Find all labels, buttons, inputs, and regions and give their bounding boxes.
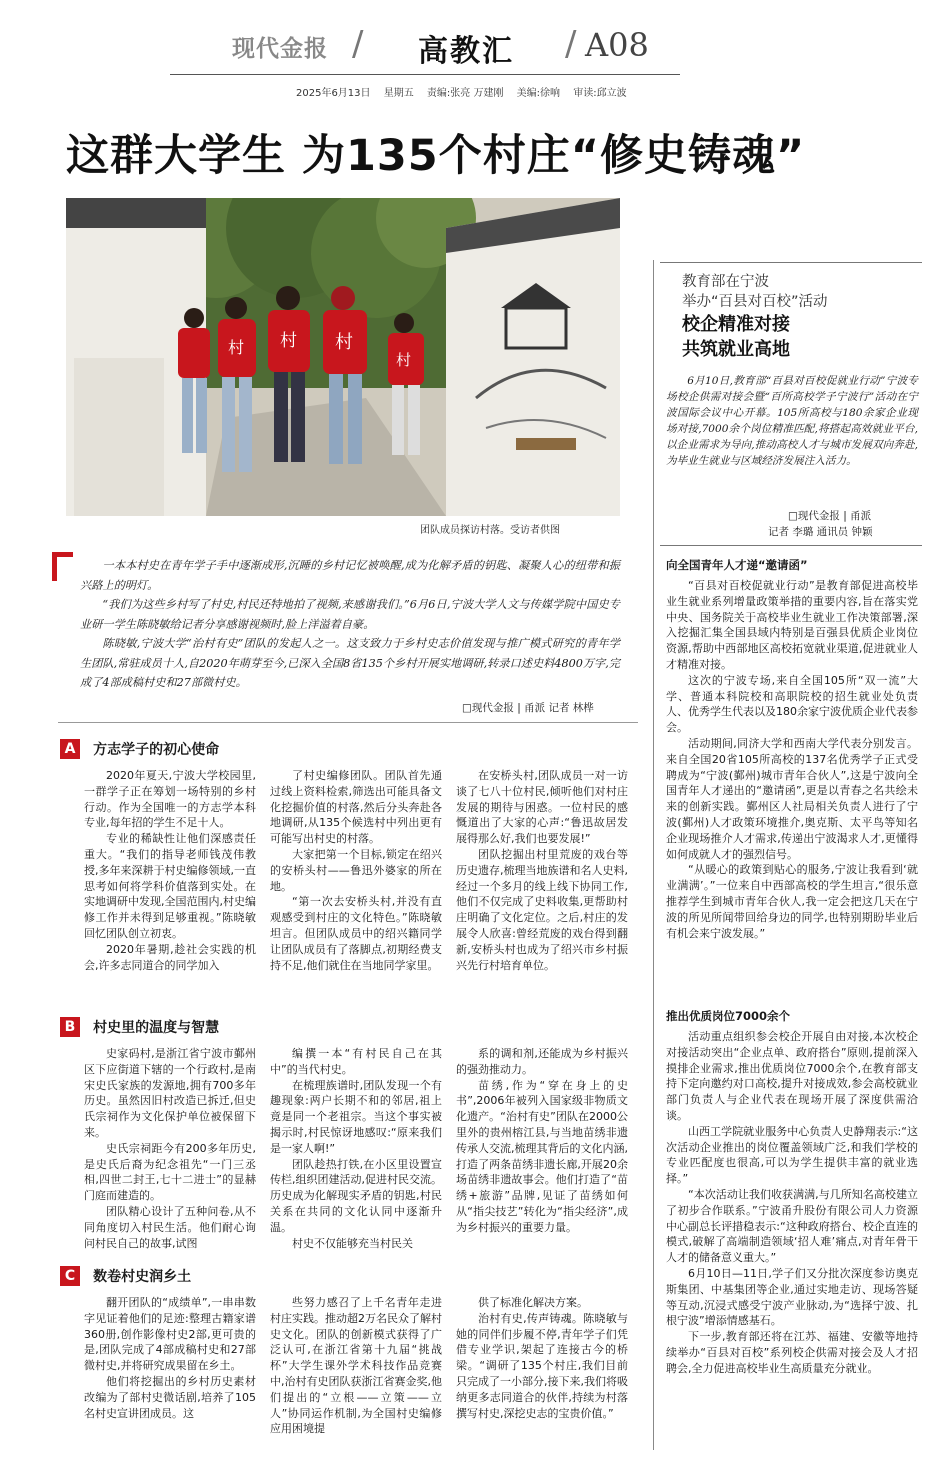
paragraph: 团队趁热打铁,在小区里设置宣传栏,组织团建活动,促进村民交流。历史成为化解现实矛盾的钥匙,村民关系在共同的文化认同中逐渐升温。 [270, 1157, 442, 1234]
masthead-rule [170, 74, 680, 75]
shirt-lettering: 村 [396, 351, 412, 369]
masthead-separator: / [565, 24, 577, 64]
section-title: 方志学子的初心使命 [93, 741, 220, 758]
photo-illustration [66, 198, 620, 516]
section-c-column-2 [270, 1295, 442, 1437]
paragraph: 翻开团队的“成绩单”,一串串数字见证着他们的足迹:整理古籍家谱360册,创作影像村史2部,更可贵的是,团队完成了4部成稿村史和27部微村史,并将研究成果留在乡土。 [84, 1296, 256, 1373]
sidebar-byline: 记者 李璐 通讯员 钟颖 [768, 526, 873, 538]
paragraph: 系的调和剂,还能成为乡村振兴的强劲推动力。 [456, 1047, 628, 1076]
lead-paragraph: 陈晓敏,宁波大学“治村有史”团队的发起人之一。这支致力于乡村史志价值发现与推广模式研究的青年学生团队,常驻成员十人,自2020年萌芽至今,已深入全国8省135个乡村开展实地调研,转录口述史料4800万字,完成了4部成稿村史和27部微村史。 [80, 637, 620, 689]
paragraph: “第一次去安桥头村,并没有直观感受到村庄的文化特色。”陈晓敏坦言。但团队成员中的绍兴籍同学让团队成员有了落脚点,初期经费支持不足,他们就住在当地同学家里。 [270, 895, 442, 972]
sidebar-lead [666, 373, 918, 469]
section-a-column-1 [84, 768, 256, 973]
lead-bracket [52, 552, 73, 581]
section-title: 村史里的温度与智慧 [93, 1019, 220, 1036]
sidebar-title-line: 共筑就业高地 [682, 339, 790, 360]
sidebar-title-line: 校企精准对接 [682, 314, 790, 335]
masthead-meta [296, 84, 637, 99]
section-a-heading [60, 738, 219, 760]
section-badge: C [60, 1266, 80, 1286]
paragraph: 治村有史,传声铸魂。陈晓敏与她的同伴们步履不停,青年学子们凭借专业学识,架起了连接古今的桥梁。“调研了135个村庄,我们目前只完成了一小部分,接下来,我们将吸纳更多志同道合的伙伴,持续为村落撰写村史,深挖史志的宝贵价值。” [456, 1311, 628, 1420]
paragraph: 村史不仅能够充当村民关 [292, 1236, 413, 1250]
paragraph: 山西工学院就业服务中心负责人史静翔表示:“这次活动企业推出的岗位覆盖领域广泛,和我们学校的专业匹配度也很高,可以为学生提供丰富的就业选择。” [666, 1124, 918, 1186]
lead-paragraph: 一本本村史在青年学子手中逐渐成形,沉睡的乡村记忆被唤醒,成为化解矛盾的钥匙、凝聚人心的纽带和振兴路上的明灯。 [80, 559, 620, 592]
paragraph: 这次的宁波专场,来自全国105所“双一流”大学、普通本科院校和高职院校的招生就业处负责人、优秀学生代表以及180余家宁波优质企业代表参会。 [666, 673, 918, 735]
lead-paragraph: “我们为这些乡村写了村史,村民还特地拍了视频,来感谢我们。”6月6日,宁波大学人文与传媒学院中国史专业研一学生陈晓敏给记者分享感谢视频时,脸上洋溢着自豪。 [80, 598, 620, 631]
paragraph: 2020年夏天,宁波大学校园里,一群学子正在筹划一场特别的乡村行动。作为全国唯一的方志学本科专业,每年招的学生不足十人。 [84, 769, 256, 830]
sidebar-subheading: 向全国青年人才递“邀请函” [666, 558, 808, 572]
section-badge: B [60, 1017, 80, 1037]
paragraph: “从暖心的政策到贴心的服务,宁波让我看到‘就业满满’。”一位来自中西部高校的学生坦言,“很乐意推荐学生到城市青年合伙人,我一定会把这几天在宁波的所见所闻带回给身边的同学,也特别期盼毕业后有机会来宁波发展。” [666, 863, 918, 940]
paragraph: 在安桥头村,团队成员一对一访谈了七八十位村民,倾听他们对村庄发展的期待与困惑。一位村民的感慨道出了大家的心声:“鲁迅故居发展得那么好,我们也要发展!” [456, 769, 628, 846]
paragraph: 他们将挖掘出的乡村历史素材改编为了部村史微话剧,培养了105名村史宣讲团成员。这 [84, 1374, 256, 1420]
sidebar-rule [660, 262, 922, 263]
sidebar-title [682, 312, 790, 362]
photo-caption: 团队成员探访村落。受访者供图 [420, 525, 560, 536]
paragraph: 6月10日—11日,学子们又分批次深度参访奥克斯集团、中基集团等企业,通过实地走访、现场答疑等互动,沉浸式感受宁波产业脉动,为“选择宁波、扎根宁波”增添情感基石。 [666, 1266, 918, 1328]
issue-weekday: 星期五 [383, 88, 414, 99]
section-title: 数卷村史润乡土 [93, 1268, 192, 1285]
paragraph: 2020年暑期,趁社会实践的机会,许多志同道合的同学加入 [84, 942, 256, 972]
paragraph: 活动期间,同济大学和西南大学代表分别发言。来自全国20省105所高校的137名优秀学子正式受聘成为“宁波(鄞州)城市青年合伙人”,这是宁波向全国青年人才递出的“邀请函”,更是以青春之名共绘未来的创新实践。鄞州区人社局相关负责人进行了宁波(鄞州)人才政策环境推介,奥克斯、太平鸟等知名企业现场推介人才需求,传递出宁波渴求人才,更懂得如何成就人才的强烈信号。 [666, 736, 918, 861]
paragraph: 史家码村,是浙江省宁波市鄞州区下应街道下辖的一个行政村,是南宋史氏家族的发源地,拥有700多年历史。虽然因旧村改造已拆迁,但史氏宗祠作为文化保护单位被保留下来。 [84, 1047, 256, 1139]
masthead-separator: / [352, 24, 364, 64]
sidebar-kicker [682, 272, 828, 312]
designer-credit: 美编:徐响 [516, 88, 561, 99]
sidebar-column [666, 578, 918, 941]
sidebar-rule [660, 545, 922, 546]
section-b-heading [60, 1016, 219, 1038]
paragraph: 在梳理族谱时,团队发现一个有趣现象:两户长期不和的邻居,祖上竟是同一个老祖宗。当这个事实被揭示时,村民惊讶地感叹:“原来我们是一家人啊!” [270, 1078, 442, 1155]
editor-credit: 责编:张亮 万建刚 [426, 88, 504, 99]
paragraph: 大家把第一个目标,锁定在绍兴的安桥头村——鲁迅外婆家的所在地。 [270, 847, 442, 893]
page-number: A08 [585, 26, 649, 64]
section-c-column-3 [456, 1295, 628, 1421]
paragraph: 活动重点组织参会校企开展自由对接,本次校企对接活动突出“企业点单、政府搭台”原则,提前深入摸排企业需求,推出优质岗位7000余个,在教育部支持下定向邀约对口高校,提升对接成效,参会高校就业部门负责人与企业代表在现场开展了深度供需洽谈。 [666, 1030, 918, 1122]
section-a-column-3 [456, 768, 628, 973]
paragraph: 下一步,教育部还将在江苏、福建、安徽等地持续举办“百县对百校”系列校企供需对接会及人才招聘会,全力促进高校毕业生高质量充分就业。 [666, 1330, 918, 1375]
divider [58, 722, 638, 723]
section-b-column-3 [456, 1046, 628, 1236]
paragraph: “百县对百校促就业行动”是教育部促进高校毕业生就业系列增量政策举措的重要内容,旨在落实党中央、国务院关于高校毕业生就业工作决策部署,深入挖掘汇集全国县域内特别是百强县优质企业岗位资源,帮助中西部地区高校拓宽就业渠道,促进就业人才精准对接。 [666, 579, 918, 671]
masthead-section: 高教汇 [418, 34, 514, 69]
proof-credit: 审读:邱立波 [573, 88, 627, 99]
paragraph: 团队精心设计了五种问卷,从不同角度切入村民生活。他们耐心询问村民自己的故事,试图 [84, 1204, 256, 1250]
lead-text [80, 556, 620, 693]
paragraph: 编撰一本“有村民自己在其中”的当代村史。 [270, 1047, 442, 1076]
section-c-heading [60, 1265, 191, 1287]
page-title: 这群大学生 为135个村庄“修史铸魂” [66, 131, 806, 181]
section-badge: A [60, 739, 80, 759]
sidebar-lead-paragraph: 6月10日,教育部“百县对百校促就业行动”宁波专场校企供需对接会暨“百所高校学子宁波行”活动在宁波国际会议中心开幕。105所高校与180余家企业现场对接,7000余个岗位精准匹配,将搭起高效就业平台,以企业需求为导向,推动高校人才与城市发展双向奔赴,为毕业生就业与区域经济发展注入活力。 [666, 375, 918, 467]
sidebar-kicker-line: 举办“百县对百校”活动 [682, 294, 828, 310]
sidebar-byline: □现代金报 | 甬派 [788, 510, 872, 522]
shirt-lettering: 村 [228, 338, 245, 357]
paragraph: 史氏宗祠距今有200多年历史,是史氏后裔为纪念祖先“一门三丞相,四世二封王,七十二进士”的显赫门庭而建造的。 [84, 1141, 256, 1203]
section-a-column-2 [270, 768, 442, 973]
paragraph: 些努力感召了上千名青年走进村庄实践。推动超2万名民众了解村史文化。团队的创新模式获得了广泛认可,在浙江省第十九届“挑战杯”大学生课外学术科技作品竞赛中,治村有史团队获浙江省赛金奖,他们提出的“立根——立策——立人”协同运作机制,为全国村史编修应用困境提 [270, 1296, 442, 1436]
issue-date: 2025年6月13日 [296, 88, 371, 99]
paragraph: 了村史编修团队。团队首先通过线上资料检索,筛选出可能具备文化挖掘价值的村落,然后分头奔赴各地调研,从135个候选村中列出更有可能写出村史的村落。 [270, 769, 442, 846]
sidebar-subheading: 推出优质岗位7000余个 [666, 1009, 791, 1023]
paragraph: 供了标准化解决方案。 [478, 1296, 588, 1309]
paragraph: 团队挖掘出村里荒废的戏台等历史遗存,梳理当地族谱和名人史料,经过一个多月的线上线下协同工作,他们不仅完成了史料收集,更帮助村庄明确了文化定位。之后,村庄的发展令人欣喜:曾经荒废的戏台得到翻新,安桥头村也成为了绍兴市乡村振兴先行村培育单位。 [456, 847, 628, 972]
section-b-column-1 [84, 1046, 256, 1251]
paragraph: 专业的稀缺性让他们深感责任重大。“我们的指导老师钱茂伟教授,多年来深耕于村史编修领域,一直思考如何将学科价值落到实处。在实地调研中发现,全国范围内,村史编修工作并未得到足够重视。”陈晓敏回忆团队创立初衷。 [84, 832, 256, 940]
paragraph: “本次活动让我们收获满满,与几所知名高校建立了初步合作联系。”宁波甬升股份有限公司人力资源中心副总长评措稳表示:“这种政府搭台、校企直连的模式,破解了高端制造领域‘招人难’痛点,对青年骨干人才的储备意义重大。” [666, 1187, 918, 1265]
lead-byline: □现代金报 | 甬派 记者 林桦 [462, 702, 594, 714]
sidebar-column [666, 1029, 918, 1377]
masthead-brand: 现代金报 [232, 36, 328, 62]
section-c-column-1 [84, 1295, 256, 1421]
shirt-lettering: 村 [280, 331, 297, 351]
article-photo [66, 198, 620, 516]
sidebar-divider [653, 260, 654, 1450]
section-b-column-2 [270, 1046, 442, 1251]
paragraph: 苗绣,作为“穿在身上的史书”,2006年被列入国家级非物质文化遗产。“治村有史”团队在2000公里外的贵州榕江县,与当地苗绣非遗传承人交流,梳理其背后的文化内涵,打造了两条苗绣非遗长廊,开展20余场苗绣非遗故事会。他们打造了“苗绣+旅游”品牌,见证了苗绣如何从“指尖技艺”转化为“指尖经济”,成为乡村振兴的重要力量。 [456, 1078, 628, 1234]
sidebar-kicker-line: 教育部在宁波 [682, 274, 769, 290]
shirt-lettering: 村 [335, 332, 353, 353]
